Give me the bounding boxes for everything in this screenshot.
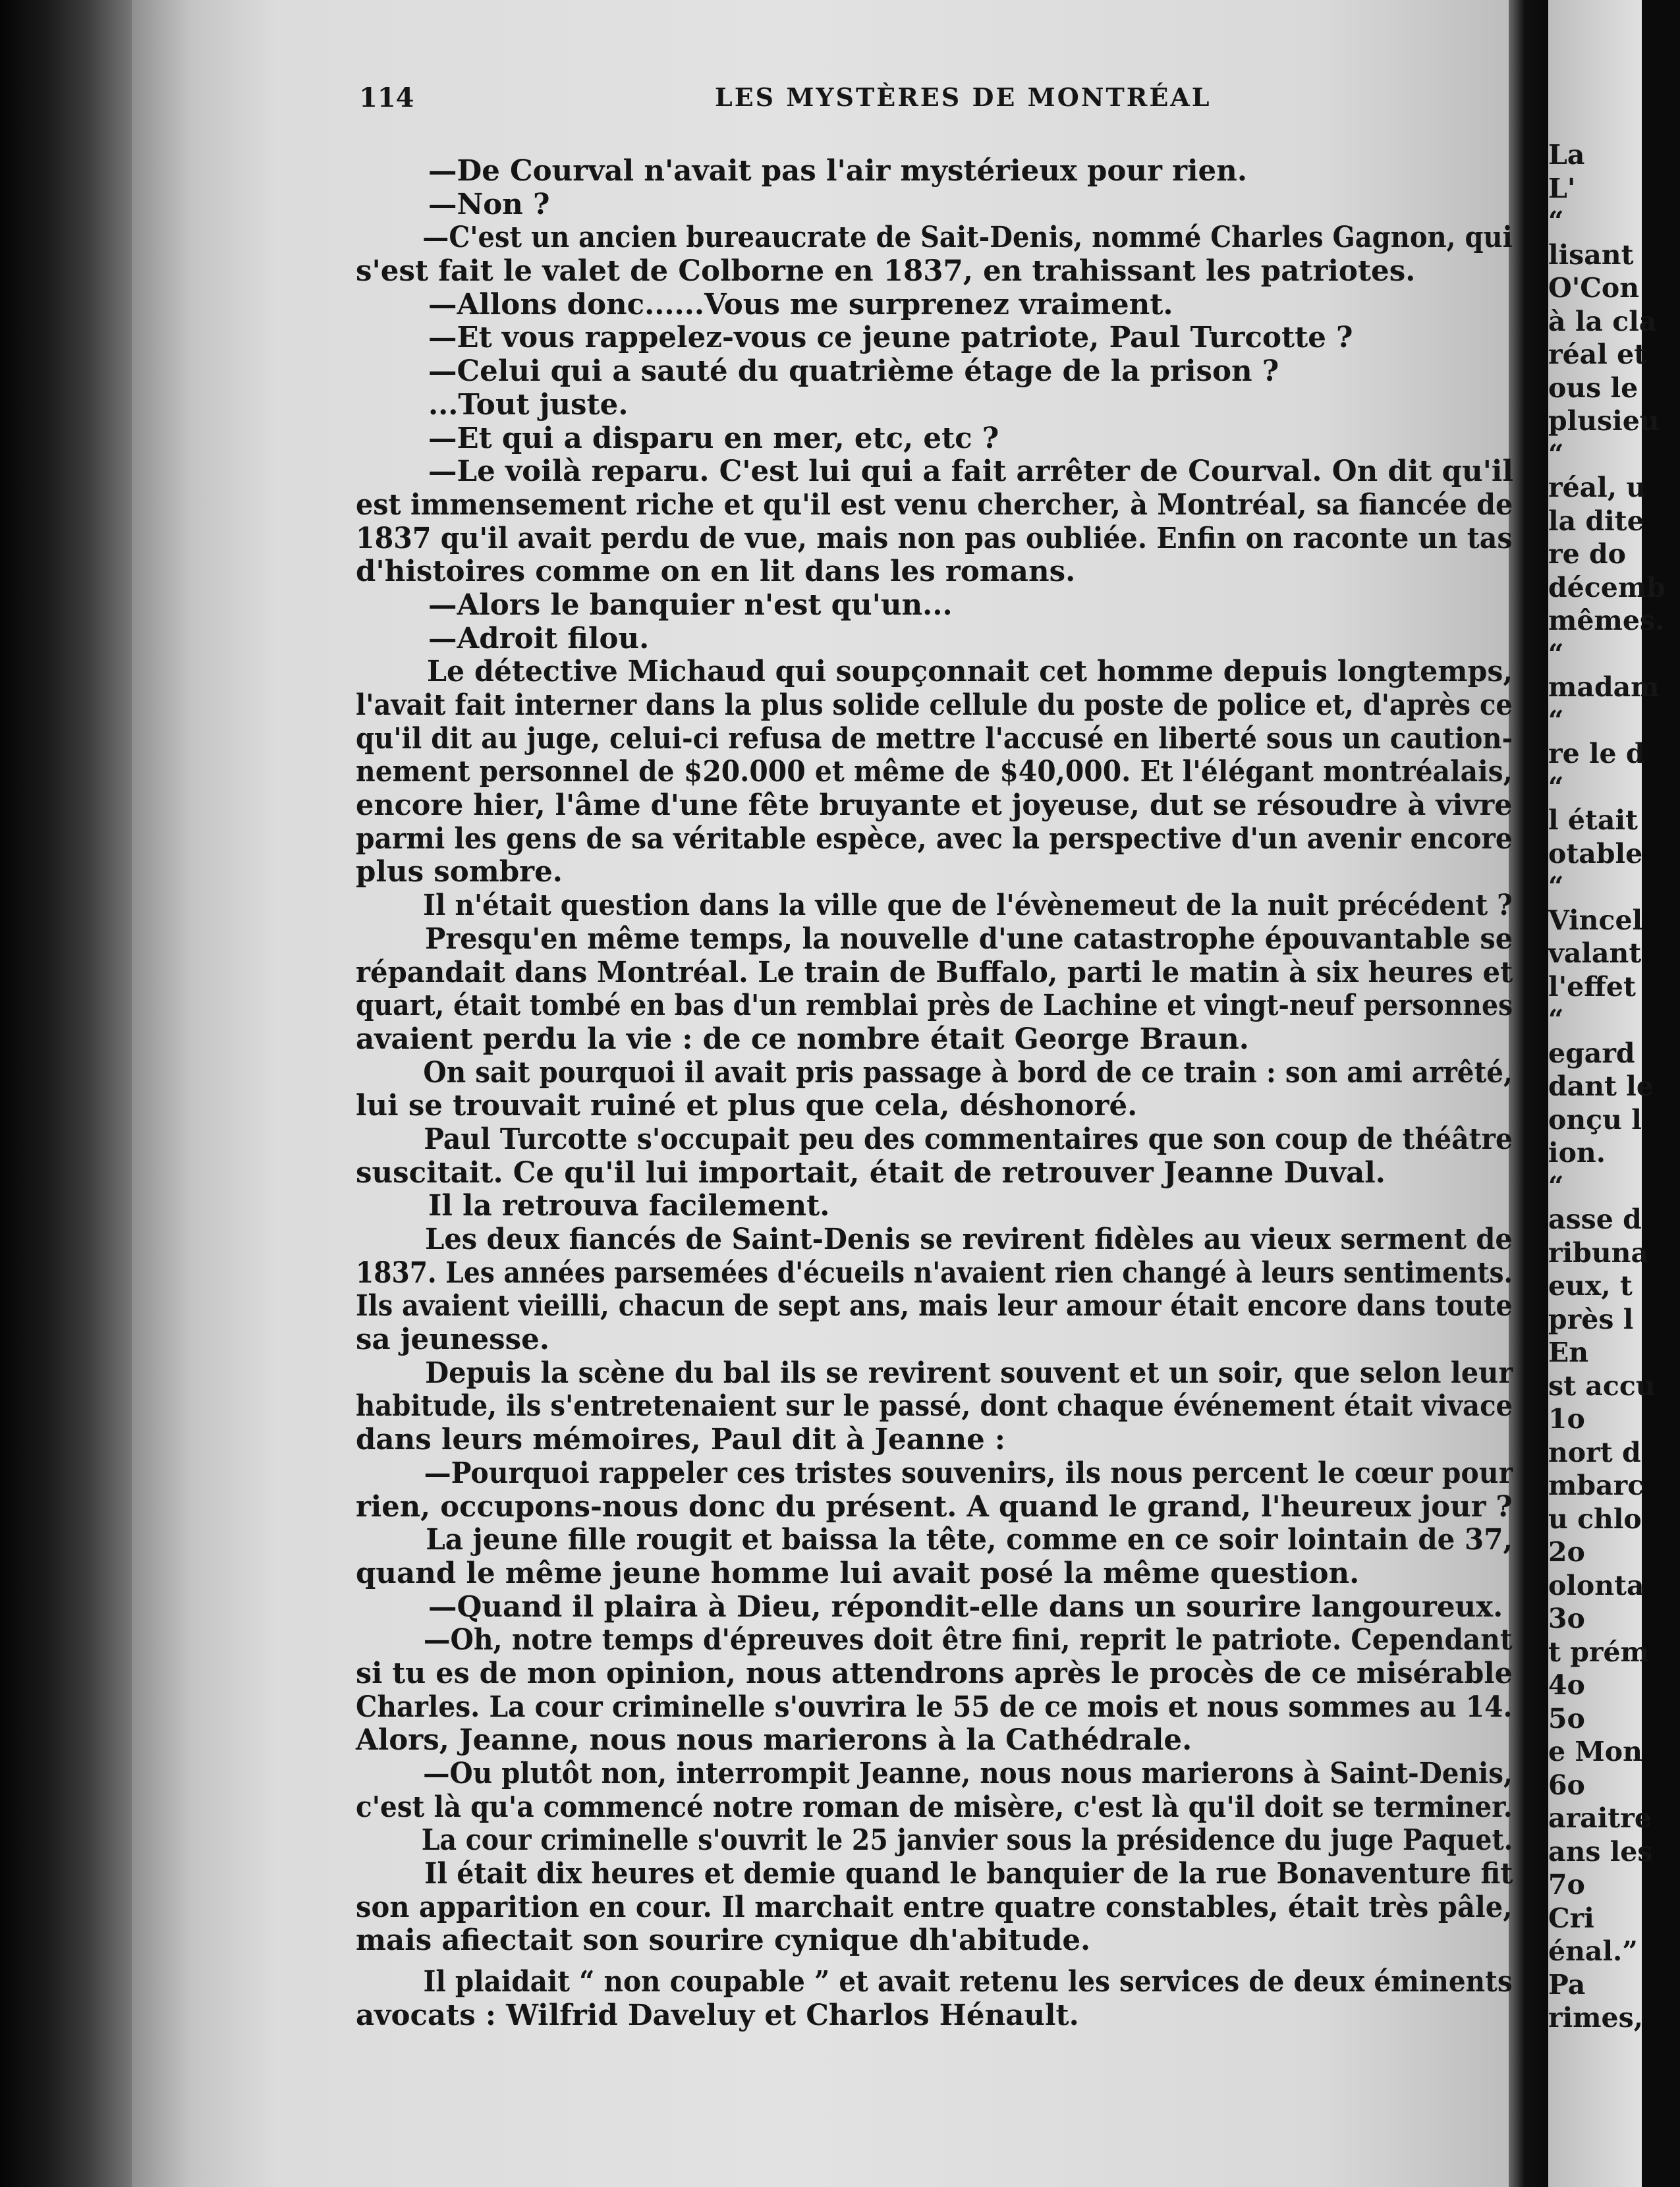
next-page-line: à la cla [1548, 305, 1657, 337]
next-page-line: mbarc [1548, 1470, 1644, 1501]
text-line: si tu es de mon opinion, nous attendrons après le procès de ce misérable [356, 1656, 1513, 1690]
next-page-line: la dite [1548, 505, 1644, 537]
next-page-line: t prém [1548, 1636, 1649, 1668]
next-page-line: 7o [1548, 1869, 1585, 1900]
text-line: l'avait fait interner dans la plus solide cellule du poste de police et, d'après ce [356, 688, 1513, 722]
text-line: Depuis la scène du bal ils se revirent souvent et un soir, que selon leur [425, 1356, 1513, 1390]
text-line: d'histoires comme on en lit dans les romans. [356, 555, 1076, 589]
next-page-line: st accu [1548, 1370, 1656, 1402]
text-line: —Ou plutôt non, interrompit Jeanne, nous nous marierons à Saint-Denis, [423, 1757, 1513, 1790]
next-page-line: ous le [1548, 372, 1638, 404]
next-page-line: 6o [1548, 1769, 1585, 1801]
next-page-line: madam [1548, 671, 1660, 703]
next-page-line: olonta [1548, 1569, 1644, 1601]
text-line: quart, était tombé en bas d'un remblai près de Lachine et vingt-neuf personnes [356, 989, 1513, 1023]
next-page-line: 4o [1548, 1669, 1585, 1701]
next-page-line: e Mon [1548, 1736, 1642, 1767]
text-line: nement personnel de $20.000 et même de $40,000. Et l'élégant montréalais, [356, 755, 1513, 789]
next-page-line: O'Con [1548, 272, 1640, 304]
next-page-line: plusieu [1548, 405, 1660, 437]
next-page-line: Vincel [1548, 904, 1643, 936]
page-body-text [356, 155, 1515, 2052]
text-line: —Alors le banquier n'est qu'un... [428, 588, 953, 622]
next-page-line: mêmes. [1548, 605, 1665, 636]
next-page-line: décemb [1548, 571, 1666, 603]
next-page-line: 3o [1548, 1603, 1585, 1634]
text-line: quand le même jeune homme lui avait posé la même question. [356, 1556, 1360, 1590]
next-page-line: “ [1548, 438, 1564, 470]
next-page-line: “ [1548, 871, 1564, 902]
text-line: c'est là qu'a commencé notre roman de misère, c'est là qu'il doit se terminer. [356, 1790, 1513, 1824]
page-number: 114 [359, 82, 414, 113]
text-line: avocats : Wilfrid Daveluy et Charlos Hénault. [356, 1998, 1079, 2032]
next-page-line: nort d [1548, 1436, 1641, 1468]
text-line: rien, occupons-nous donc du présent. A quand le grand, l'heureux jour ? [356, 1489, 1513, 1524]
next-page-line: ion. [1548, 1137, 1606, 1169]
text-line: —De Courval n'avait pas l'air mystérieux pour rien. [428, 154, 1247, 188]
next-page-line: dant le [1548, 1070, 1654, 1102]
next-page-line: 2o [1548, 1536, 1585, 1568]
next-page-line: “ [1548, 1004, 1564, 1036]
next-page-line: L' [1548, 172, 1576, 204]
text-line: sa jeunesse. [356, 1323, 549, 1357]
next-page-line: onçu l [1548, 1103, 1642, 1136]
text-line: Presqu'en même temps, la nouvelle d'une catastrophe épouvantable se [425, 922, 1513, 956]
text-line: —Pourquoi rappeler ces tristes souvenirs, ils nous percent le cœur pour [424, 1456, 1513, 1490]
next-page-line: “ [1548, 1170, 1564, 1202]
next-page-line: “ [1548, 771, 1564, 803]
next-page-line: 5o [1548, 1702, 1585, 1734]
text-line: parmi les gens de sa véritable espèce, avec la perspective d'un avenir encore [356, 821, 1513, 856]
text-line: —Et qui a disparu en mer, etc, etc ? [428, 421, 999, 455]
running-head: LES MYSTÈRES DE MONTRÉAL [715, 82, 1212, 112]
text-line: qu'il dit au juge, celui-ci refusa de mettre l'accusé en liberté sous un caution- [356, 721, 1513, 756]
next-page-line: La [1548, 139, 1585, 171]
next-page-line: “ [1548, 638, 1564, 670]
text-line: Ils avaient vieilli, chacun de sept ans, mais leur amour était encore dans toute [356, 1289, 1513, 1323]
text-line: 1837 qu'il avait perdu de vue, mais non pas oubliée. Enfin on raconte un tas [356, 521, 1513, 555]
text-line: s'est fait le valet de Colborne en 1837, en trahissant les patriotes. [356, 254, 1416, 289]
text-line: habitude, ils s'entretenaient sur le passé, dont chaque événement était vivace [356, 1389, 1513, 1424]
next-page-line: otable [1548, 837, 1643, 870]
text-line: son apparition en cour. Il marchait entre quatre constables, était très pâle, [356, 1890, 1513, 1924]
text-line: dans leurs mémoires, Paul dit à Jeanne : [356, 1423, 1005, 1457]
next-page-line: l'effet [1548, 970, 1636, 1003]
next-page-line: l était [1548, 804, 1638, 836]
text-line: encore hier, l'âme d'une fête bruyante et joyeuse, dut se résoudre à vivre [356, 789, 1513, 823]
text-line: —Oh, notre temps d'épreuves doit être fini, reprit le patriote. Cependant [423, 1623, 1513, 1657]
text-line: Il était dix heures et demie quand le banquier de la rue Bonaventure fit [424, 1857, 1513, 1891]
next-page-line: “ [1548, 704, 1564, 736]
text-line: Charles. La cour criminelle s'ouvrira le 55 de ce mois et nous sommes au 14. [356, 1690, 1513, 1724]
next-page-line: En [1548, 1337, 1589, 1368]
text-line: est immensement riche et qu'il est venu chercher, à Montréal, sa fiancée de [356, 487, 1513, 522]
next-page-line: ribuna [1548, 1236, 1649, 1269]
next-page-line: egard [1548, 1037, 1635, 1069]
next-page-line: valant [1548, 937, 1642, 969]
next-page-line: près l [1548, 1303, 1634, 1335]
next-page-line: eux, t [1548, 1270, 1633, 1302]
text-line: —Adroit filou. [428, 621, 650, 655]
text-line: Il plaidait “ non coupable ” et avait retenu les services de deux éminents [423, 1965, 1513, 1999]
text-line: plus sombre. [356, 855, 563, 889]
text-line: Il la retrouva facilement. [428, 1189, 830, 1223]
next-page-line: rimes, [1548, 2002, 1644, 2034]
text-line: Les deux fiancés de Saint-Denis se revirent fidèles au vieux serment de [425, 1223, 1513, 1256]
next-page-line: 1o [1548, 1403, 1585, 1435]
text-line: —Quand il plaira à Dieu, répondit-elle dans un sourire langoureux. [428, 1590, 1503, 1624]
text-line: suscitait. Ce qu'il lui importait, était de retrouver Jeanne Duval. [356, 1155, 1386, 1190]
text-line: —Le voilà reparu. C'est lui qui a fait arrêter de Courval. On dit qu'il [428, 455, 1513, 489]
next-page-line: énal.” [1548, 1935, 1638, 1967]
text-line: Il n'était question dans la ville que de l'évènemeut de la nuit précédent ? [423, 889, 1513, 923]
next-page-line: u chlo [1548, 1503, 1642, 1535]
text-line: On sait pourquoi il avait pris passage à bord de ce train : son ami arrêté, [423, 1055, 1513, 1090]
text-line: Paul Turcotte s'occupait peu des commentaires que son coup de théâtre [424, 1122, 1513, 1156]
text-line: ...Tout juste. [428, 387, 629, 422]
next-page-line: réal et [1548, 339, 1647, 370]
next-page-line: asse d [1548, 1204, 1642, 1235]
text-line: —C'est un ancien bureaucrate de Sait-Denis, nommé Charles Gagnon, qui [422, 221, 1513, 255]
next-page-line: re do [1548, 538, 1626, 570]
text-line: Le détective Michaud qui soupçonnait cet homme depuis longtemps, [426, 655, 1513, 689]
next-page-fragment [1548, 0, 1666, 2187]
next-page-line: Pa [1548, 1968, 1586, 2001]
text-line: avaient perdu la vie : de ce nombre était George Braun. [356, 1022, 1249, 1056]
next-page-line: ans les [1548, 1835, 1653, 1868]
next-page-text-column [1548, 138, 1680, 2035]
text-line: —Et vous rappelez-vous ce jeune patriote, Paul Turcotte ? [428, 321, 1353, 355]
text-line: La jeune fille rougit et baissa la tête, comme en ce soir lointain de 37, [426, 1523, 1513, 1557]
next-page-line: lisant [1548, 238, 1634, 271]
next-page-line: réal, u [1548, 472, 1646, 503]
text-line: —Celui qui a sauté du quatrième étage de la prison ? [428, 354, 1279, 389]
text-line: lui se trouvait ruiné et plus que cela, déshonoré. [356, 1089, 1138, 1123]
next-page-line: araitre [1548, 1802, 1652, 1834]
text-line: répandait dans Montréal. Le train de Buffalo, parti le matin à six heures et [356, 955, 1513, 989]
text-line: La cour criminelle s'ouvrit le 25 janvier sous la présidence du juge Paquet. [421, 1823, 1513, 1858]
text-line: mais afiectait son sourire cynique dh'abitude. [356, 1924, 1091, 1958]
text-line: —Allons donc......Vous me surprenez vraiment. [428, 287, 1173, 321]
next-page-line: “ [1548, 206, 1564, 237]
text-line: 1837. Les années parsemées d'écueils n'avaient rien changé à leurs sentiments. [356, 1256, 1513, 1290]
text-line: Alors, Jeanne, nous nous marierons à la Cathédrale. [356, 1723, 1192, 1758]
next-page-line: re le d [1548, 738, 1645, 769]
text-line: —Non ? [428, 187, 550, 221]
next-page-line: Cri [1548, 1902, 1594, 1934]
